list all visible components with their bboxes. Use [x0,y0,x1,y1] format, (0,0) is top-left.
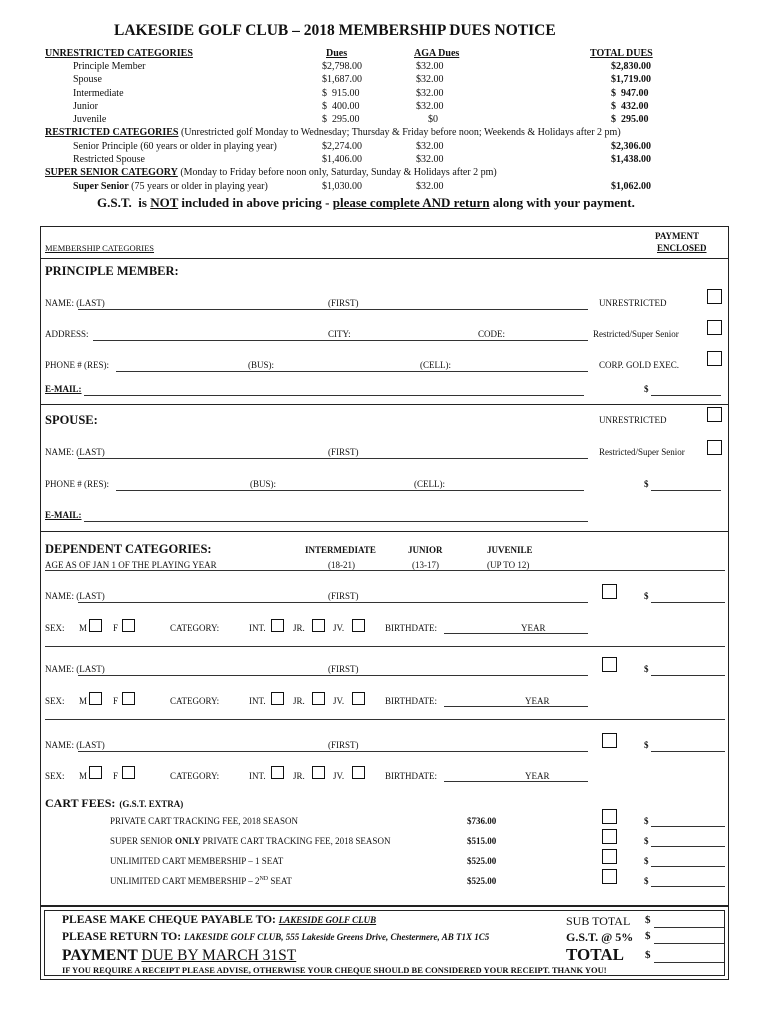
dues-row-aga: $32.00 [416,154,444,165]
year-label: YEAR [521,623,546,633]
restricted-heading: RESTRICTED CATEGORIES [45,127,179,138]
jv-label: JV. [333,623,345,633]
dues-row-name: Principle Member [73,61,146,72]
gst-label: G.S.T. @ 5% [566,930,634,944]
sex-m-label: M [79,696,88,706]
dependent-name-field[interactable] [78,751,588,752]
sex-f-checkbox[interactable] [122,766,135,779]
email-field[interactable] [84,395,584,396]
cart-heading-line [45,794,183,812]
jr-checkbox[interactable] [312,619,325,632]
sex-f-label: F [113,623,119,633]
return-label: PLEASE RETURN TO: [62,931,182,943]
divider [45,646,725,647]
phone-bus-label: (BUS): [250,479,277,489]
col-juvenile: JUVENILE [487,545,533,555]
dues-row-name: Junior [73,101,98,112]
phone-field[interactable] [116,371,588,372]
name-last-field[interactable] [78,309,588,310]
dues-row-name: Senior Principle (60 years or older in playing year) [73,141,277,152]
dues-row-total: $1,438.00 [611,154,651,165]
first-name-label: (FIRST) [328,298,359,308]
city-label: CITY: [328,329,351,339]
spouse-heading: SPOUSE: [45,413,98,427]
dues-row-dues: $1,687.00 [322,74,362,85]
dues-row-dues: $ 400.00 [322,101,360,112]
dollar-sign: $ [644,856,649,866]
phone-cell-label: (CELL): [414,479,445,489]
dollar-sign: $ [644,664,649,674]
jr-label: JR. [293,771,305,781]
cart-item-label: UNLIMITED CART MEMBERSHIP – 1 SEAT [110,856,284,866]
dues-row-total: $2,306.00 [611,141,651,152]
enclosed-label: ENCLOSED [657,243,707,253]
payable-line [62,914,376,926]
jv-checkbox[interactable] [352,692,365,705]
divider [40,531,729,532]
principle-heading: PRINCIPLE MEMBER: [45,264,179,278]
payable-label: PLEASE MAKE CHEQUE PAYABLE TO: [62,914,276,926]
int-label: INT. [249,696,266,706]
sex-f-checkbox[interactable] [122,692,135,705]
cart-payment-field[interactable] [651,846,725,847]
restricted-checkbox[interactable] [707,320,722,335]
sex-label: SEX: [45,696,65,706]
spouse-payment-field[interactable] [651,490,721,491]
cart-item-price: $736.00 [467,816,497,826]
divider [45,719,725,720]
cart-item-text: UNLIMITED CART MEMBERSHIP – 2 [110,876,260,886]
sex-f-checkbox[interactable] [122,619,135,632]
dues-row-dues: $1,030.00 [322,181,362,192]
birthdate-field[interactable] [444,633,588,634]
jv-checkbox[interactable] [352,766,365,779]
jv-label: JV. [333,696,345,706]
super-senior-label: Super Senior [73,181,129,192]
birthdate-field[interactable] [444,706,588,707]
col-junior: JUNIOR [408,545,443,555]
jr-label: JR. [293,623,305,633]
payable-value: LAKESIDE GOLF CLUB [278,915,377,925]
year-label: YEAR [525,696,550,706]
cart-payment-field[interactable] [651,826,725,827]
dues-row-name: Intermediate [73,88,124,99]
dependent-payment-field[interactable] [651,675,725,676]
dollar-sign: $ [645,930,651,942]
gst-text: G.S.T. is [97,195,151,210]
birthdate-label: BIRTHDATE: [385,623,437,633]
sex-m-label: M [79,771,88,781]
option-unrestricted-label: UNRESTRICTED [599,415,667,425]
cart-heading: CART FEES: [45,796,116,810]
spouse-email-field[interactable] [84,521,588,522]
dues-row-aga: $32.00 [416,61,444,72]
restricted-note: (Unrestricted golf Monday to Wednesday; Thursday & Friday before noon; Weekends & Holidays after 2 pm) [180,127,621,138]
birthdate-label: BIRTHDATE: [385,771,437,781]
restricted-heading-line [45,127,621,138]
address-label: ADDRESS: [45,329,89,339]
sex-m-checkbox[interactable] [89,766,102,779]
option-corp-label: CORP. GOLD EXEC. [599,360,680,370]
dues-row-name: Spouse [73,74,102,85]
subtotal-label: SUB TOTAL [566,914,631,928]
principle-payment-field[interactable] [651,395,721,396]
year-label: YEAR [525,771,550,781]
payment-label: PAYMENT [62,947,142,964]
dollar-sign: $ [644,836,649,846]
return-line [62,931,489,943]
int-checkbox[interactable] [271,692,284,705]
dependent-payment-field[interactable] [651,602,725,603]
payment-label: PAYMENT [655,231,700,241]
range-juvenile: (UP TO 12) [487,560,530,570]
payment-due-line [62,947,296,965]
super-note: (Monday to Friday before noon only, Saturday, Sunday & Holidays after 2 pm) [180,167,497,178]
unrestricted-checkbox[interactable] [707,289,722,304]
range-intermediate: (18-21) [328,560,355,570]
dollar-sign: $ [645,949,651,961]
sex-f-label: F [113,696,119,706]
dues-row-total: $ 295.00 [611,114,649,125]
first-name-label: (FIRST) [328,447,359,457]
spouse-phone-field[interactable] [116,490,584,491]
cart-item-price: $515.00 [467,836,497,846]
receipt-note: IF YOU REQUIRE A RECEIPT PLEASE ADVISE, OTHERWISE YOUR CHEQUE SHOULD BE CONSIDERED YOUR RECEIPT. THANK YOU! [62,965,607,975]
int-checkbox[interactable] [271,619,284,632]
divider [40,258,729,259]
dollar-sign: $ [644,876,649,886]
email-label: E-MAIL: [45,384,82,394]
sex-f-label: F [113,771,119,781]
subtotal-field[interactable] [654,927,724,928]
name-last-label: NAME: (LAST) [45,591,105,601]
divider [40,404,729,405]
dollar-sign: $ [644,479,649,489]
option-restricted-label: Restricted/Super Senior [593,329,679,339]
cart-item-checkbox[interactable] [602,869,617,884]
spouse-unrestricted-checkbox[interactable] [707,407,722,422]
dues-row-name: Restricted Spouse [73,154,145,165]
email-label: E-MAIL: [45,510,82,520]
dues-row-name: Juvenile [73,114,107,125]
membership-categories-label [45,243,154,253]
dollar-sign: $ [644,816,649,826]
dues-row-dues: $ 295.00 [322,114,360,125]
dues-row-dues: $ 915.00 [322,88,360,99]
dependent-heading: DEPENDENT CATEGORIES: [45,542,212,556]
cart-payment-field[interactable] [651,866,725,867]
option-restricted-label: Restricted/Super Senior [599,447,685,457]
sex-label: SEX: [45,771,65,781]
name-last-label: NAME: (LAST) [45,298,105,308]
col-intermediate: INTERMEDIATE [305,545,376,555]
cart-payment-field[interactable] [651,886,725,887]
sex-label: SEX: [45,623,65,633]
dues-col-header: Dues [326,48,348,59]
aga-col-header: AGA Dues [414,48,460,59]
cart-item-label [110,836,390,846]
dues-row-dues: $1,406.00 [322,154,362,165]
dollar-sign: $ [644,384,649,394]
gst-text: included in above pricing - [178,195,333,210]
jv-label: JV. [333,771,345,781]
sex-m-checkbox[interactable] [89,692,102,705]
option-unrestricted-label: UNRESTRICTED [599,298,667,308]
dues-row-aga: $32.00 [416,101,444,112]
category-label: CATEGORY: [170,771,220,781]
dues-row-total: $ 432.00 [611,101,649,112]
name-last-label: NAME: (LAST) [45,740,105,750]
age-note: AGE AS OF JAN 1 OF THE PLAYING YEAR [45,560,217,570]
jr-checkbox[interactable] [312,692,325,705]
divider [45,570,725,571]
jv-checkbox[interactable] [352,619,365,632]
membership-categories-text: MEMBERSHIP CATEGORIES [45,243,155,253]
dependent-payment-field[interactable] [651,751,725,752]
dues-row-dues: $2,274.00 [322,141,362,152]
name-last-label: NAME: (LAST) [45,447,105,457]
cart-item-text: SUPER SENIOR [110,836,176,846]
total-field[interactable] [654,962,724,963]
first-name-label: (FIRST) [328,664,359,674]
phone-bus-label: (BUS): [248,360,275,370]
gst-field[interactable] [654,943,724,944]
gst-notice [97,195,635,211]
jr-checkbox[interactable] [312,766,325,779]
corp-gold-checkbox[interactable] [707,351,722,366]
cart-item-text: SEAT [268,876,292,886]
dependent-payment-checkbox[interactable] [602,657,617,672]
phone-cell-label: (CELL): [420,360,451,370]
dues-row-aga: $32.00 [416,181,444,192]
dues-row-aga: $32.00 [416,74,444,85]
dues-row-dues: $2,798.00 [322,61,362,72]
int-checkbox[interactable] [271,766,284,779]
code-label: CODE: [478,329,505,339]
sex-m-checkbox[interactable] [89,619,102,632]
cart-heading-note: (G.S.T. EXTRA) [119,799,184,809]
dollar-sign: $ [644,591,649,601]
cart-item-sup: ND [259,876,269,882]
dues-row-total: $2,830.00 [611,61,651,72]
int-label: INT. [249,623,266,633]
cart-item-price: $525.00 [467,856,497,866]
super-heading: SUPER SENIOR CATEGORY [45,167,178,178]
cart-item-checkbox[interactable] [602,829,617,844]
phone-res-label: PHONE # (RES): [45,360,110,370]
super-heading-line [45,167,497,178]
first-name-label: (FIRST) [328,740,359,750]
dependent-payment-checkbox[interactable] [602,733,617,748]
spouse-restricted-checkbox[interactable] [707,440,722,455]
cart-item-label [110,876,292,886]
dues-row-total: $1,062.00 [611,181,651,192]
gst-please: please complete AND return [332,195,490,210]
cart-item-label: PRIVATE CART TRACKING FEE, 2018 SEASON [110,816,298,826]
page-title: LAKESIDE GOLF CLUB – 2018 MEMBERSHIP DUES NOTICE [114,22,556,39]
dues-row-aga: $32.00 [416,88,444,99]
cart-item-price: $525.00 [467,876,497,886]
first-name-label: (FIRST) [328,591,359,601]
cart-item-checkbox[interactable] [602,809,617,824]
dues-row-aga: $0 [428,114,438,125]
sex-m-label: M [79,623,88,633]
unrestricted-heading: UNRESTRICTED CATEGORIES [45,48,193,59]
dues-row-total: $1,719.00 [611,74,651,85]
category-label: CATEGORY: [170,623,220,633]
cart-item-text: PRIVATE CART TRACKING FEE, 2018 SEASON [200,836,391,846]
dues-row-total: $ 947.00 [611,88,649,99]
cart-item-only: ONLY [175,836,201,846]
phone-res-label: PHONE # (RES): [45,479,110,489]
dues-row-aga: $32.00 [416,141,444,152]
category-label: CATEGORY: [170,696,220,706]
dollar-sign: $ [645,914,651,926]
super-senior-note: (75 years or older in playing year) [131,181,268,192]
range-junior: (13-17) [412,560,439,570]
gst-text: along with your payment. [489,195,635,210]
cart-item-checkbox[interactable] [602,849,617,864]
total-col-header: TOTAL DUES [590,48,653,59]
dependent-payment-checkbox[interactable] [602,584,617,599]
address-field[interactable] [93,340,588,341]
total-label: TOTAL [566,945,624,964]
dependent-name-field[interactable] [78,675,588,676]
birthdate-field[interactable] [444,781,588,782]
jr-label: JR. [293,696,305,706]
int-label: INT. [249,771,266,781]
spouse-name-field[interactable] [78,458,588,459]
name-last-label: NAME: (LAST) [45,664,105,674]
birthdate-label: BIRTHDATE: [385,696,437,706]
due-date: DUE BY MARCH 31ST [141,947,297,964]
gst-not: NOT [150,195,179,210]
dependent-name-field[interactable] [78,602,588,603]
dollar-sign: $ [644,740,649,750]
dues-row-name [73,181,268,192]
return-address: LAKESIDE GOLF CLUB, 555 Lakeside Greens Drive, Chestermere, AB T1X 1C5 [183,932,490,942]
